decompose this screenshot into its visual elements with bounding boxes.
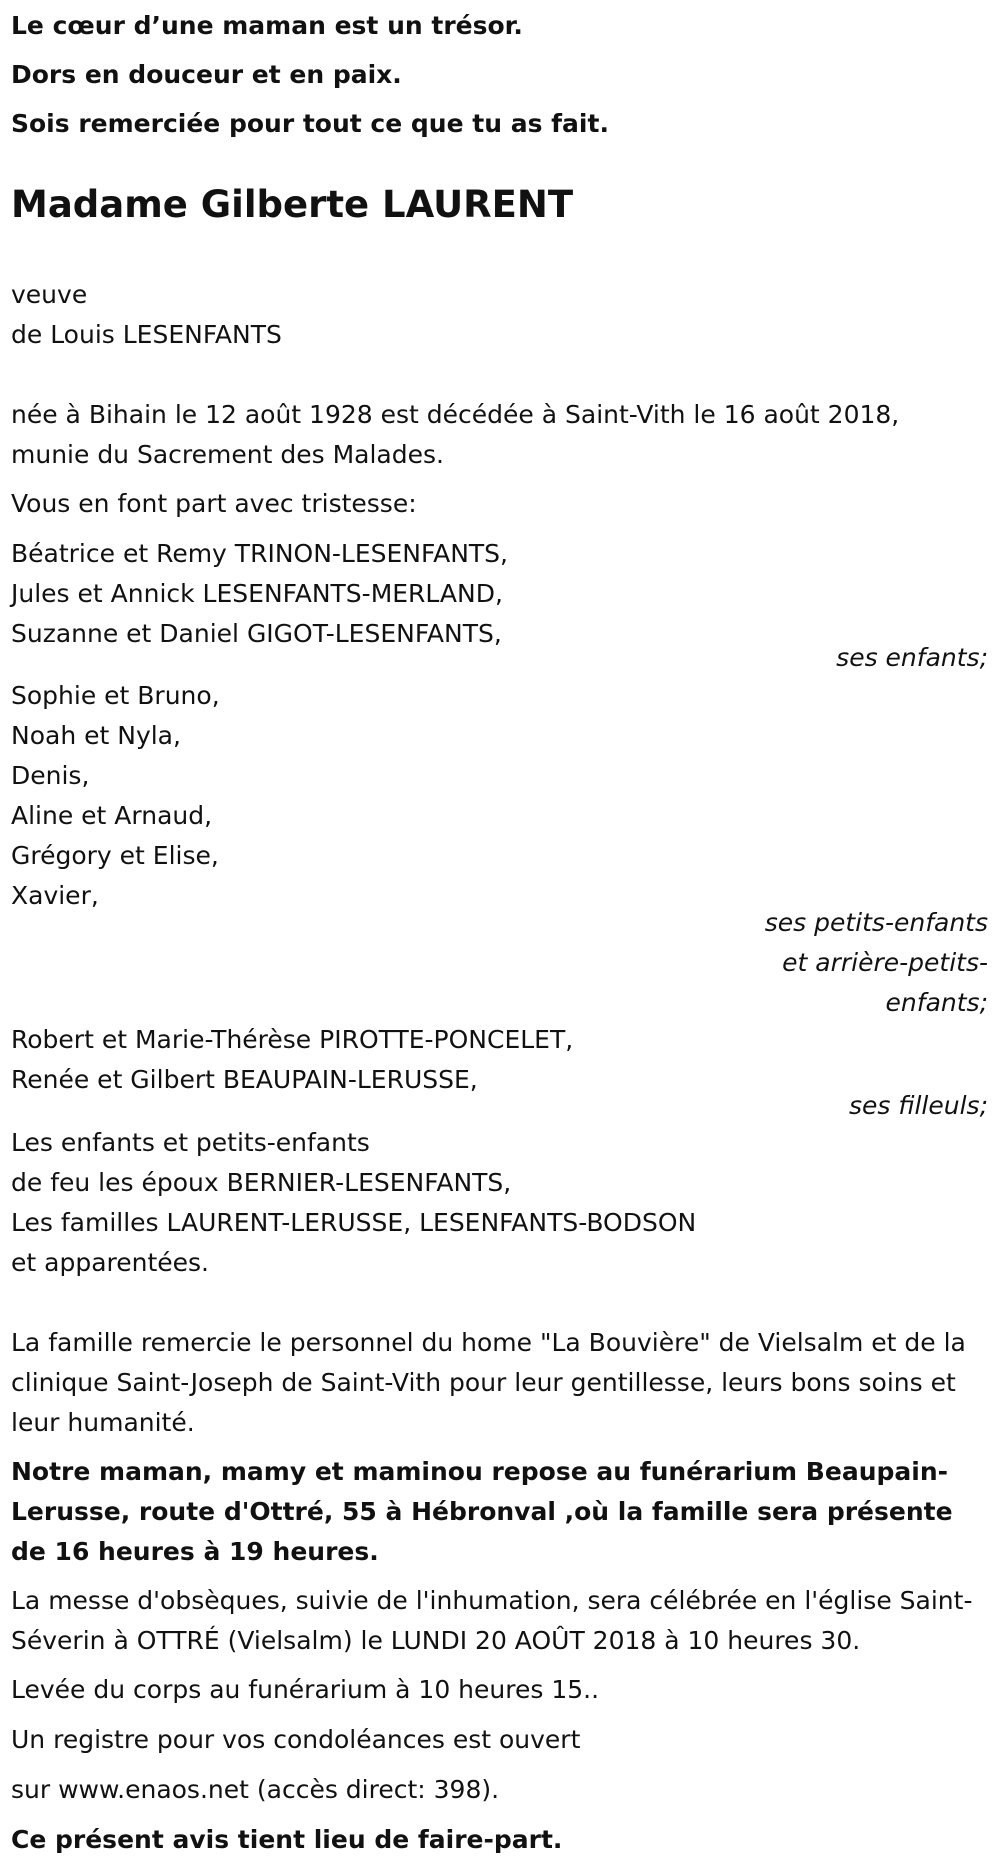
family-line: Les enfants et petits-enfants: [11, 1128, 370, 1157]
levee-line: Levée du corps au funérarium à 10 heures 15..: [11, 1675, 600, 1704]
registry-line-1: Un registre pour vos condoléances est ouvert: [11, 1725, 581, 1754]
family-line: de feu les époux BERNIER-LESENFANTS,: [11, 1168, 512, 1197]
widow-line: veuve: [11, 280, 88, 309]
grandchild-line: Denis,: [11, 761, 90, 790]
thanks-paragraph: La famille remercie le personnel du home "La Bouvière" de Vielsalm et de la clinique Saint-Joseph de Saint-Vith pour leur gentillesse, leurs bons soins et leur humanité.: [11, 1328, 966, 1437]
godchild-line: Renée et Gilbert BEAUPAIN-LERUSSE,: [11, 1065, 478, 1094]
header-line-1: Le cœur d’une maman est un trésor.: [11, 11, 523, 40]
grandchild-line: Xavier,: [11, 881, 99, 910]
closing-line: Ce présent avis tient lieu de faire-part.: [11, 1825, 563, 1854]
grandchild-line: Sophie et Bruno,: [11, 681, 220, 710]
spouse-line: de Louis LESENFANTS: [11, 320, 282, 349]
godchild-line: Robert et Marie-Thérèse PIROTTE-PONCELET,: [11, 1025, 574, 1054]
child-line: Jules et Annick LESENFANTS-MERLAND,: [11, 579, 503, 608]
mass-paragraph: La messe d'obsèques, suivie de l'inhumation, sera célébrée en l'église Saint-Séverin à OTTRÉ (Vielsalm) le LUNDI 20 AOÛT 2018 à 10 heures 30.: [11, 1586, 973, 1655]
funerarium-paragraph: Notre maman, mamy et maminou repose au funérarium Beaupain-Lerusse, route d'Ottré, 55 à Hébronval ,où la famille sera présente de 16 heures à 19 heures.: [11, 1457, 953, 1566]
grandchildren-role-line-2: et arrière-petits-: [782, 948, 988, 977]
header-line-3: Sois remerciée pour tout ce que tu as fait.: [11, 109, 609, 138]
deceased-name: Madame Gilberte LAURENT: [11, 183, 574, 226]
birth-death-line-1: née à Bihain le 12 août 1928 est décédée à Saint-Vith le 16 août 2018,: [11, 400, 900, 429]
grandchild-line: Grégory et Elise,: [11, 841, 219, 870]
announcement-line: Vous en font part avec tristesse:: [11, 489, 417, 518]
grandchild-line: Aline et Arnaud,: [11, 801, 213, 830]
grandchildren-role-line-1: ses petits-enfants: [764, 908, 988, 937]
registry-line-2: sur www.enaos.net (accès direct: 398).: [11, 1775, 500, 1804]
children-role: ses enfants;: [836, 643, 988, 672]
child-line: Suzanne et Daniel GIGOT-LESENFANTS,: [11, 619, 502, 648]
child-line: Béatrice et Remy TRINON-LESENFANTS,: [11, 539, 508, 568]
grandchild-line: Noah et Nyla,: [11, 721, 181, 750]
family-line: et apparentées.: [11, 1248, 209, 1277]
family-line: Les familles LAURENT-LERUSSE, LESENFANTS-BODSON: [11, 1208, 697, 1237]
header-line-2: Dors en douceur et en paix.: [11, 60, 402, 89]
grandchildren-role-line-3: enfants;: [885, 988, 988, 1017]
godchildren-role: ses filleuls;: [848, 1091, 988, 1120]
birth-death-line-2: munie du Sacrement des Malades.: [11, 440, 444, 469]
